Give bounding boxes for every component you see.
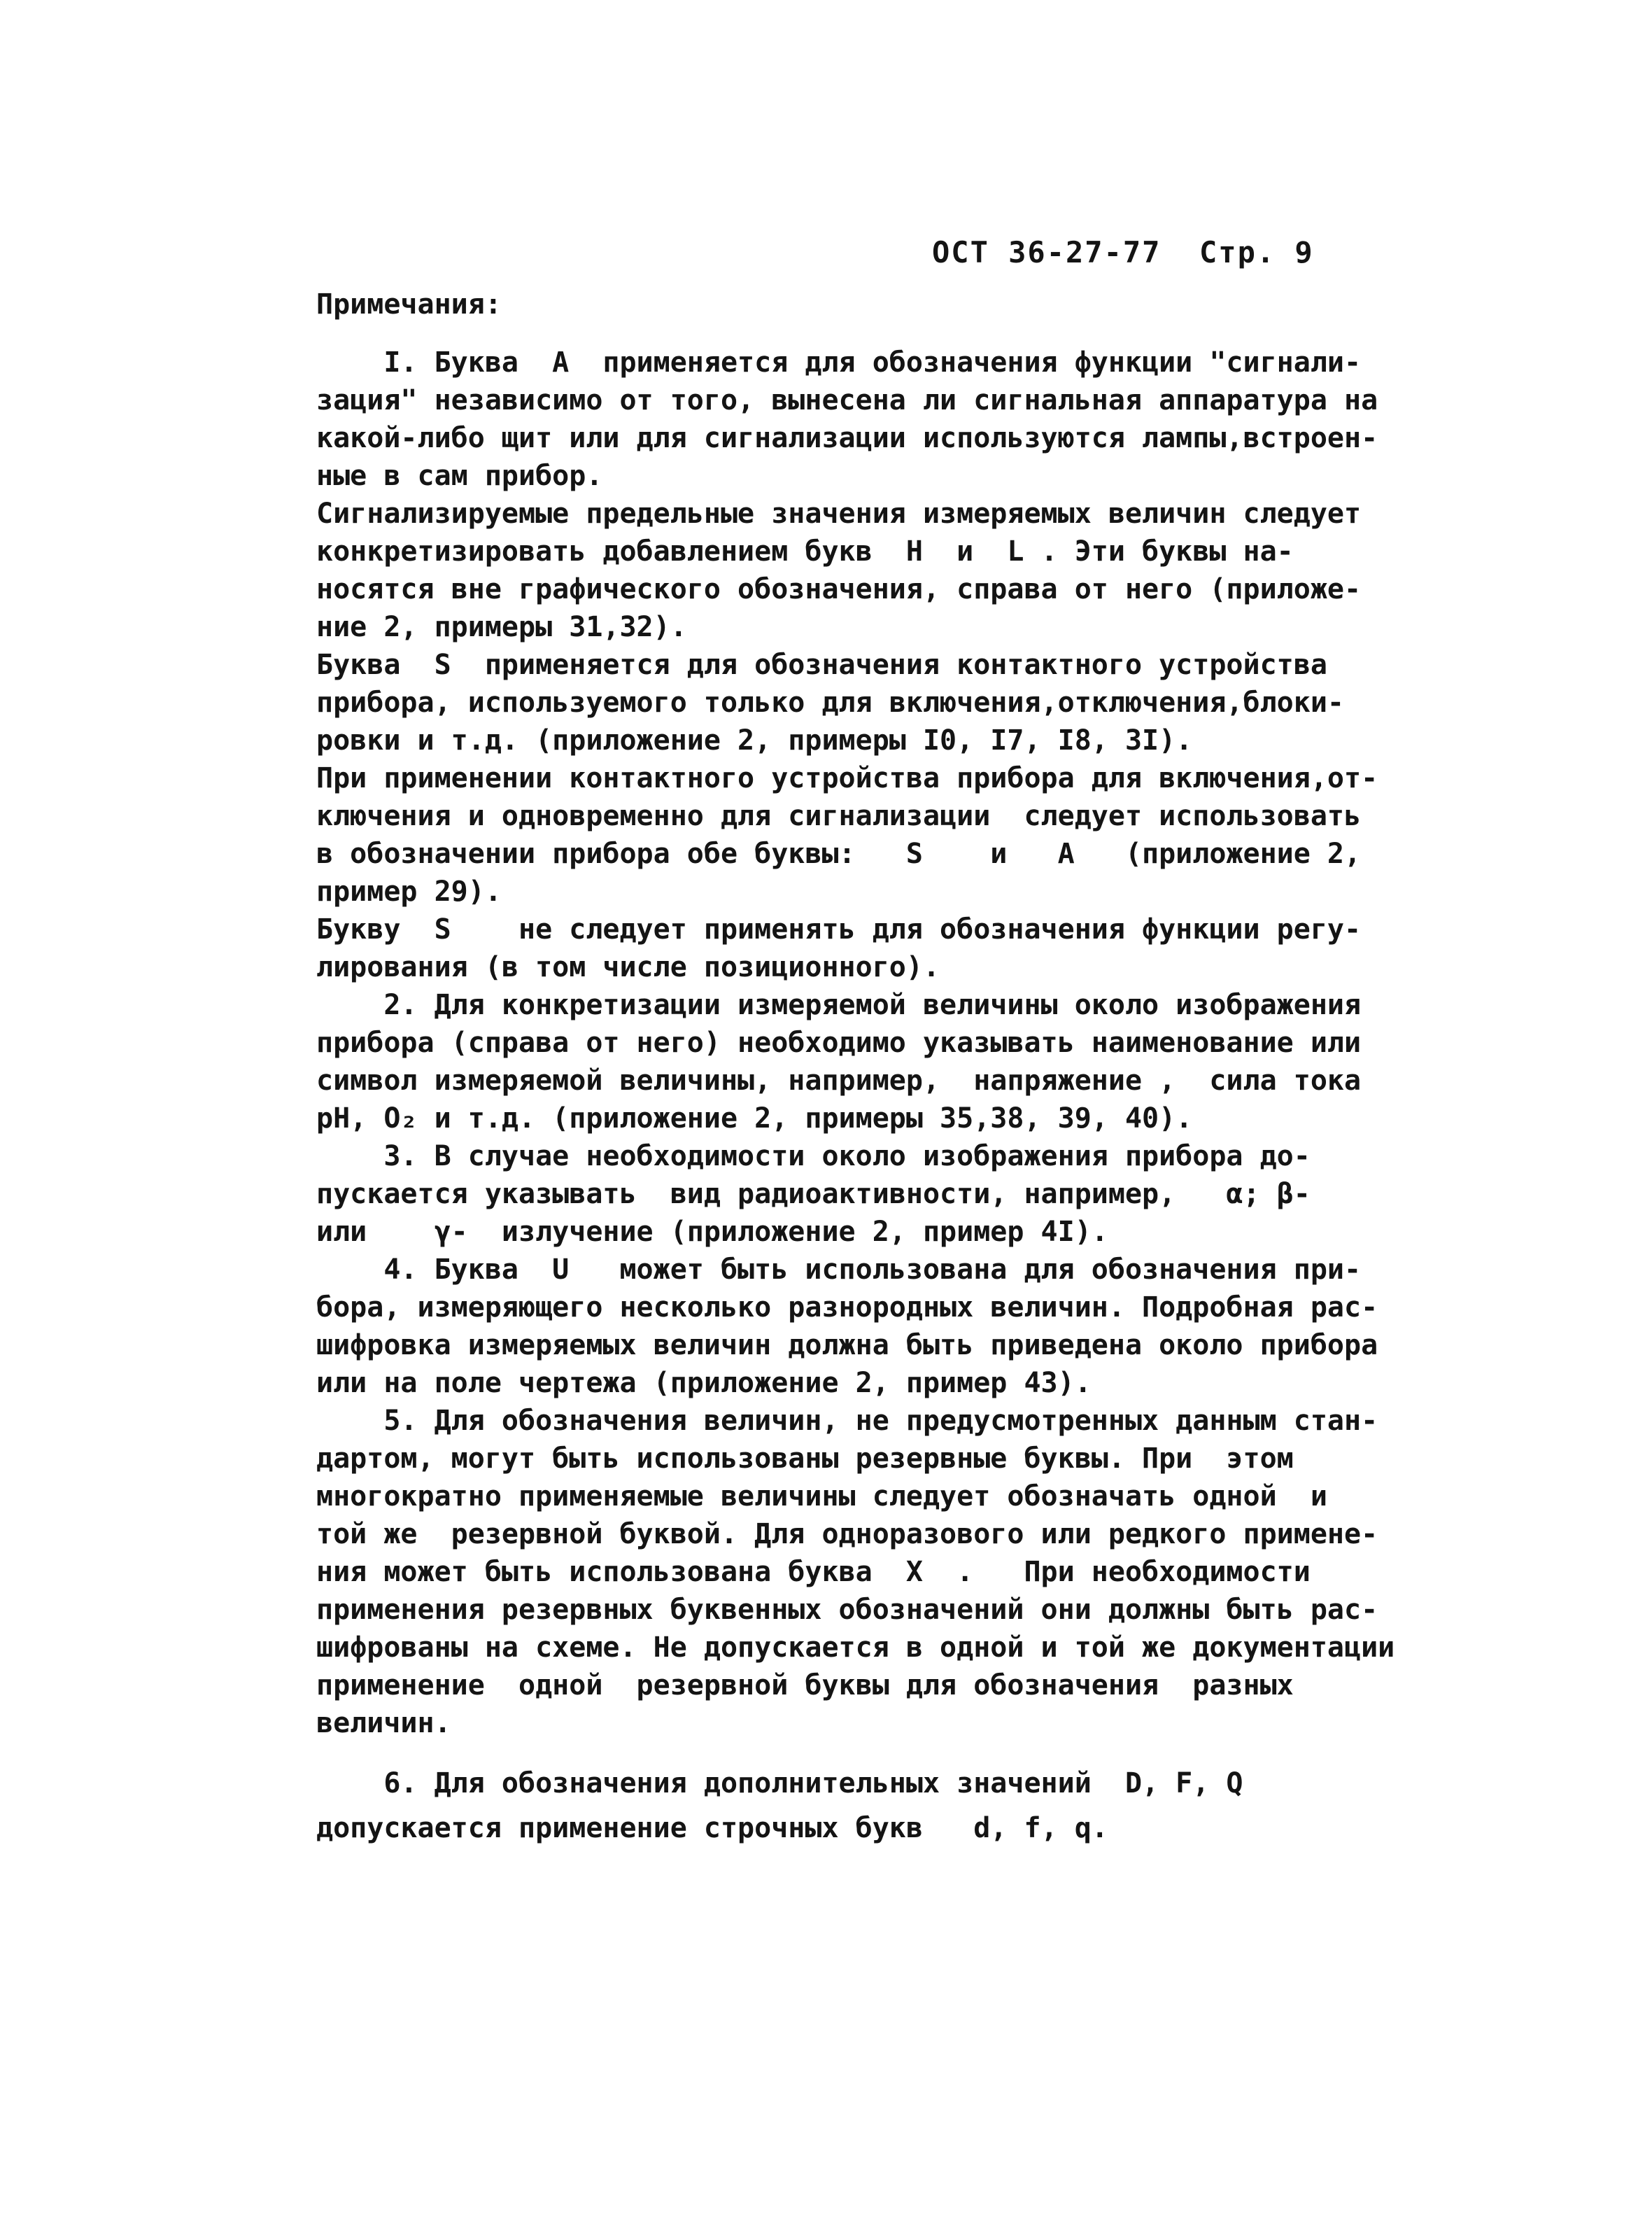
- text-line: При применении контактного устройства прибора для включения,от-: [316, 762, 1378, 794]
- text-line: 6. Для обозначения дополнительных значений D, F, Q: [316, 1767, 1243, 1799]
- text-line: лирования (в том числе позиционного).: [316, 951, 940, 983]
- text-line: дартом, могут быть использованы резервные буквы. При этом: [316, 1443, 1294, 1475]
- text-line: ровки и т.д. (приложение 2, примеры I0, I7, I8, 3I).: [316, 724, 1193, 757]
- text-line: ные в сам прибор.: [316, 460, 603, 492]
- text-line: прибора, используемого только для включения,отключения,блоки-: [316, 687, 1345, 719]
- text-line: допускается применение строчных букв d, f, q.: [316, 1812, 1108, 1844]
- text-line: 5. Для обозначения величин, не предусмотренных данным стан-: [316, 1405, 1378, 1437]
- text-line: или на поле чертежа (приложение 2, пример 43).: [316, 1367, 1092, 1399]
- text-line: I. Буква А применяется для обозначения функции "сигнали-: [316, 346, 1362, 379]
- text-line: 2. Для конкретизации измеряемой величины около изображения: [316, 989, 1362, 1021]
- text-line: в обозначении прибора обе буквы: S и A (приложение 2,: [316, 838, 1362, 870]
- text-line: многократно применяемые величины следует обозначать одной и: [316, 1480, 1327, 1512]
- text-line: бора, измеряющего несколько разнородных величин. Подробная рас-: [316, 1291, 1378, 1324]
- text-line: носятся вне графического обозначения, справа от него (приложе-: [316, 573, 1362, 605]
- page-header: ОСТ 36-27-77 Стр. 9: [932, 235, 1314, 269]
- text-line: Букву S не следует применять для обозначения функции регу-: [316, 913, 1362, 946]
- text-line: 4. Буква U может быть использована для обозначения при-: [316, 1254, 1362, 1286]
- text-line: величин.: [316, 1707, 451, 1739]
- text-line: прибора (справа от него) необходимо указывать наименование или: [316, 1027, 1362, 1059]
- text-line: Буква S применяется для обозначения контактного устройства: [316, 649, 1327, 681]
- text-line: применение одной резервной буквы для обозначения разных: [316, 1669, 1294, 1701]
- text-line: шифрованы на схеме. Не допускается в одной и той же документации: [316, 1631, 1395, 1664]
- text-line: той же резервной буквой. Для одноразового или редкого примене-: [316, 1518, 1378, 1550]
- text-line: пример 29).: [316, 876, 502, 908]
- text-line: пускается указывать вид радиоактивности, например, α; β-: [316, 1178, 1311, 1210]
- text-line: ние 2, примеры 31,32).: [316, 611, 687, 643]
- text-line: конкретизировать добавлением букв H и L . Эти буквы на-: [316, 535, 1294, 568]
- text-line: 3. В случае необходимости около изображения прибора до-: [316, 1140, 1311, 1172]
- text-line: зация" независимо от того, вынесена ли сигнальная аппаратура на: [316, 384, 1378, 416]
- text-line: применения резервных буквенных обозначений они должны быть рас-: [316, 1594, 1378, 1626]
- text-line: ния может быть использована буква X . При необходимости: [316, 1556, 1311, 1588]
- text-line: pH, O₂ и т.д. (приложение 2, примеры 35,38, 39, 40).: [316, 1102, 1193, 1135]
- text-line: какой-либо щит или для сигнализации используются лампы,встроен-: [316, 422, 1378, 454]
- text-line: символ измеряемой величины, например, напряжение , сила тока: [316, 1065, 1362, 1097]
- text-line: ключения и одновременно для сигнализации следует использовать: [316, 800, 1362, 832]
- text-line: или γ- излучение (приложение 2, пример 4I).: [316, 1216, 1108, 1248]
- text-line: шифровка измеряемых величин должна быть приведена около прибора: [316, 1329, 1378, 1361]
- notes-title: Примечания:: [316, 288, 502, 321]
- text-line: Сигнализируемые предельные значения измеряемых величин следует: [316, 498, 1362, 530]
